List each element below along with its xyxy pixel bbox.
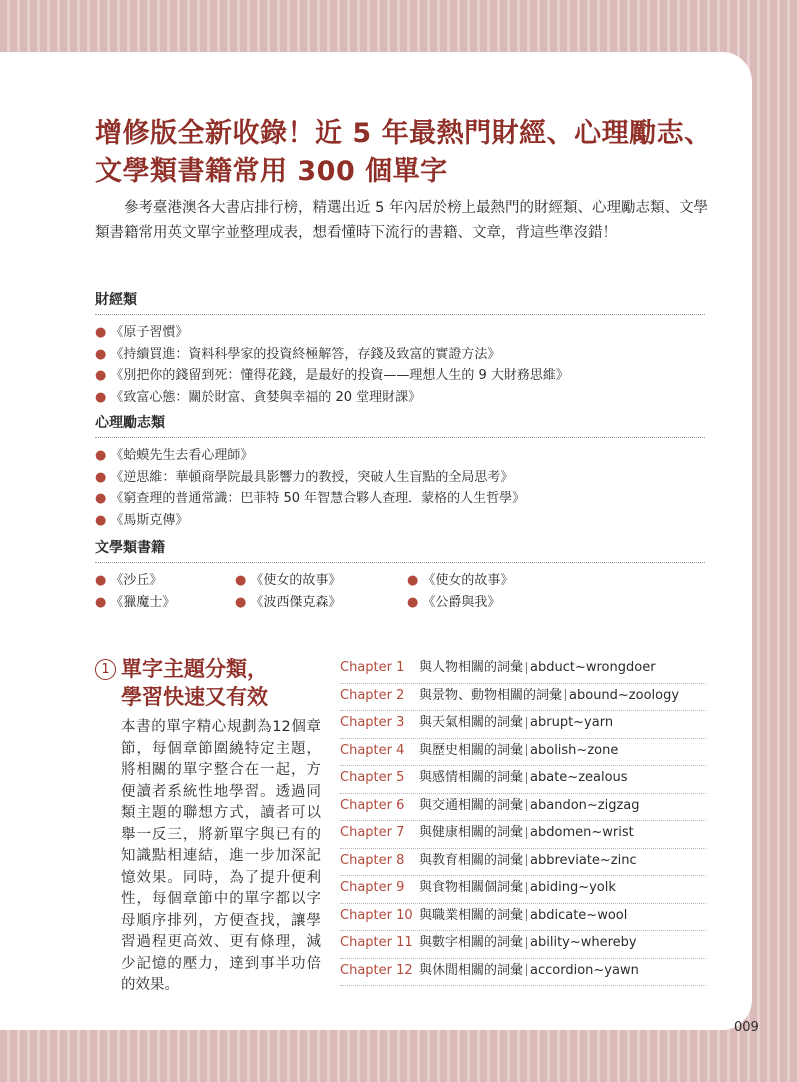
title-line-1: 增修版全新收錄！近 5 年最熱門財經、心理勵志、	[95, 118, 712, 149]
chapter-row	[340, 931, 706, 959]
chapter-label: Chapter 4	[340, 742, 405, 758]
intro-paragraph: 參考臺港澳各大書店排行榜，精選出近 5 年內居於榜上最熱門的財經類、心理勵志類、文學類書籍常用英文單字並整理成表，想看懂時下流行的書籍、文章，背這些準沒錯！	[95, 200, 708, 241]
psych-heading: 心理勵志類	[95, 412, 705, 438]
chapter-label: Chapter 7	[340, 825, 405, 840]
list-item: ● 《使女的故事》	[407, 573, 514, 588]
chapter-row	[340, 656, 706, 684]
bullet-icon: ●	[95, 325, 107, 340]
list-item: ● 《致富心態：關於財富、貪婪與幸福的 20 堂理財課》	[95, 389, 422, 405]
list-item: ● 《窮查理的普通常識：巴菲特 50 年智慧合夥人查理．蒙格的人生哲學》	[95, 491, 526, 506]
list-item: ● 《逆思維：華頓商學院最具影響力的教授，突破人生盲點的全局思考》	[95, 469, 514, 485]
list-item: ● 《使女的故事》	[235, 573, 342, 588]
divider	[526, 909, 527, 921]
chapter-label: Chapter 6	[340, 797, 405, 813]
chapter-label: Chapter 5	[340, 770, 405, 785]
chapter-label: Chapter 8	[340, 852, 405, 868]
divider	[526, 827, 527, 839]
divider	[526, 964, 527, 976]
bullet-icon: ●	[95, 573, 107, 588]
list-item: ● 《蛤蟆先生去看心理師》	[95, 448, 254, 463]
bullet-icon: ●	[95, 512, 107, 528]
list-item: ● 《公爵與我》	[407, 594, 501, 610]
chapter-range: abiding~yolk	[530, 880, 616, 895]
divider	[526, 854, 527, 866]
feature-number-badge: 1	[95, 659, 116, 680]
chapter-topic: 與休閒相關的詞彙	[419, 962, 524, 978]
chapter-row	[340, 794, 706, 822]
chapter-label: Chapter 1	[340, 660, 405, 675]
chapter-row	[340, 876, 706, 904]
chapter-range: abolish~zone	[530, 742, 619, 758]
chapter-topic: 與健康相關的詞彙	[419, 825, 524, 840]
page-number: 009	[734, 1020, 759, 1035]
chapter-range: abdicate~wool	[530, 907, 628, 923]
divider	[526, 799, 527, 811]
chapter-row	[340, 766, 706, 794]
finance-section	[95, 289, 705, 408]
bullet-icon: ●	[95, 389, 107, 405]
chapter-topic: 與交通相關的詞彙	[419, 797, 524, 813]
finance-heading: 財經類	[95, 289, 705, 315]
chapter-topic: 與教育相關的詞彙	[419, 852, 524, 868]
chapter-range: abbreviate~zinc	[530, 852, 637, 868]
bullet-icon: ●	[235, 573, 247, 588]
chapter-row	[340, 739, 706, 767]
bullet-icon: ●	[95, 594, 107, 610]
psych-section	[95, 412, 705, 531]
bullet-icon: ●	[235, 594, 247, 610]
bullet-icon: ●	[95, 491, 107, 506]
chapter-row	[340, 904, 706, 932]
chapter-label: Chapter 3	[340, 715, 405, 730]
chapter-row	[340, 821, 706, 849]
list-item: ● 《別把你的錢留到死：懂得花錢，是最好的投資——理想人生的 9 大財務思維》	[95, 368, 569, 383]
chapter-row	[340, 684, 706, 712]
chapter-range: abate~zealous	[530, 770, 628, 785]
chapter-label: Chapter 12	[340, 962, 413, 978]
bullet-icon: ●	[95, 448, 107, 463]
bullet-icon: ●	[95, 368, 107, 383]
chapter-range: abandon~zigzag	[530, 797, 640, 813]
divider	[526, 662, 527, 674]
list-item: ● 《持續買進：資料科學家的投資終極解答，存錢及致富的實證方法》	[95, 346, 501, 362]
chapter-topic: 與職業相關的詞彙	[419, 907, 524, 923]
literature-heading: 文學類書籍	[95, 537, 705, 563]
feature-title-line-1: 單字主題分類，	[121, 657, 268, 681]
chapter-topic: 與食物相關個詞彙	[419, 880, 524, 895]
list-item: ● 《波西傑克森》	[235, 594, 342, 610]
chapter-row	[340, 959, 706, 987]
bullet-icon: ●	[407, 594, 419, 610]
literature-section	[95, 537, 705, 613]
feature-body: 本書的單字精心規劃為12個章節，每個章節圍繞特定主題，將相關的單字整合在一起，方便讀者系統性地學習。透過同類主題的聯想方式，讀者可以舉一反三，將新單字與已有的知識點相連結，進一步加深記憶效果。同時，為了提升便利性，每個章節中的單字都以字母順序排列，方便查找，讓學習過程更高效、更有條理，減少記憶的壓力，達到事半功倍的效果。	[121, 719, 321, 993]
chapter-range: abrupt~yarn	[530, 715, 614, 730]
feature-title	[121, 655, 331, 711]
bullet-icon: ●	[95, 469, 107, 485]
chapter-topic: 與歷史相關的詞彙	[419, 742, 524, 758]
divider	[565, 689, 566, 701]
bullet-icon: ●	[407, 573, 419, 588]
title-line-2: 文學類書籍常用 300 個單字	[95, 156, 448, 187]
divider	[526, 882, 527, 894]
chapter-topic: 與天氣相關的詞彙	[419, 715, 524, 730]
chapter-range: ability~whereby	[530, 935, 637, 950]
chapter-label: Chapter 11	[340, 935, 413, 950]
chapter-label: Chapter 2	[340, 687, 405, 703]
chapter-range: abdomen~wrist	[530, 825, 634, 840]
list-item: ● 《沙丘》	[95, 573, 163, 588]
chapter-range: accordion~yawn	[530, 962, 639, 978]
chapter-topic: 與數字相關的詞彙	[419, 935, 524, 950]
chapter-label: Chapter 10	[340, 907, 413, 923]
chapter-topic: 與景物、動物相關的詞彙	[419, 687, 563, 703]
divider	[526, 744, 527, 756]
chapter-range: abound~zoology	[569, 687, 680, 703]
list-item: ● 《馬斯克傳》	[95, 512, 189, 528]
chapter-row	[340, 849, 706, 877]
chapter-range: abduct~wrongdoer	[530, 660, 656, 675]
page-title	[95, 115, 735, 191]
bullet-icon: ●	[95, 346, 107, 362]
chapter-label: Chapter 9	[340, 880, 405, 895]
divider	[526, 772, 527, 784]
chapter-topic: 與感情相關的詞彙	[419, 770, 524, 785]
divider	[526, 937, 527, 949]
list-item: ● 《獵魔士》	[95, 594, 176, 610]
chapter-topic: 與人物相關的詞彙	[419, 660, 524, 675]
chapter-row	[340, 711, 706, 739]
feature-title-line-2: 學習快速又有效	[121, 685, 268, 709]
divider	[526, 717, 527, 729]
chapter-list	[340, 656, 706, 986]
list-item: ● 《原子習慣》	[95, 325, 189, 340]
